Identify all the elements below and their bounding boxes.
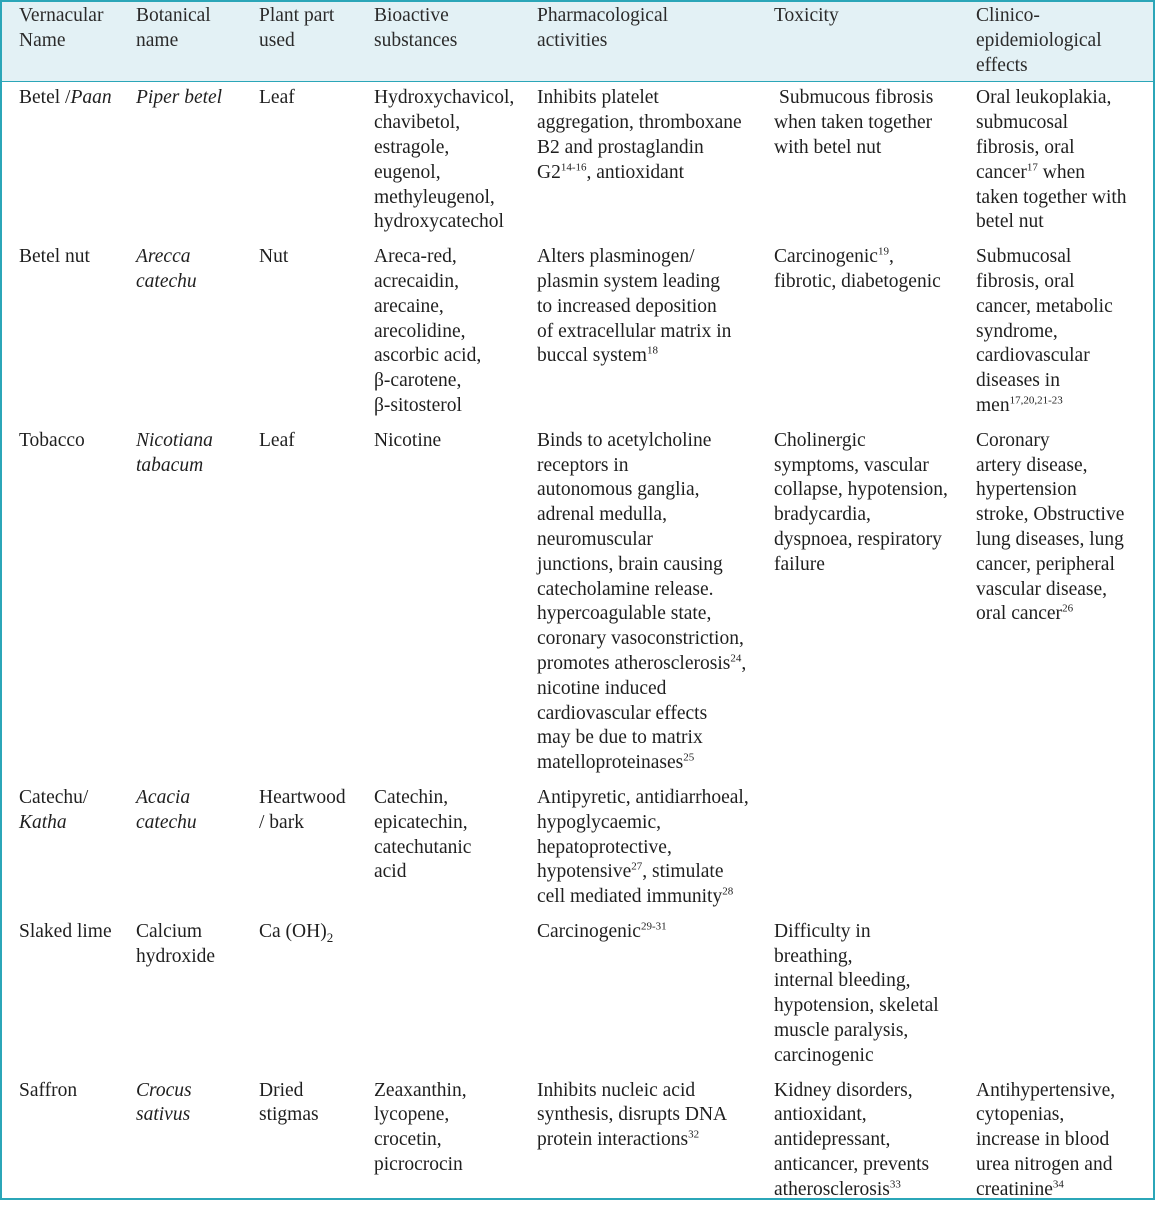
toxicity-line: fibrotic, diabetogenic bbox=[774, 270, 941, 292]
pharm-line: Alters plasminogen/ bbox=[537, 246, 695, 268]
cell-toxicity bbox=[774, 782, 976, 916]
header-bioactive bbox=[374, 2, 537, 82]
botanical-name: catechu bbox=[136, 811, 197, 833]
pharm-line: Inhibits nucleic acid bbox=[537, 1079, 696, 1101]
citation-sup: 24 bbox=[730, 652, 742, 665]
clinical-line: hypertension bbox=[976, 479, 1077, 501]
cell-botanical bbox=[136, 425, 259, 782]
vernacular-name: Betel / bbox=[19, 87, 71, 109]
botanical-name: tabacum bbox=[136, 454, 204, 476]
pharm-line: Binds to acetylcholine bbox=[537, 429, 712, 451]
cell-vernacular bbox=[2, 782, 136, 916]
cell-toxicity bbox=[774, 916, 976, 1075]
vernacular-name: Betel nut bbox=[19, 246, 90, 268]
cell-pharmacological bbox=[537, 82, 774, 241]
table-row bbox=[2, 241, 1153, 425]
header-line: Name bbox=[19, 29, 66, 51]
pharm-line: hypotensive bbox=[537, 861, 632, 883]
clinical-line: oral cancer bbox=[976, 603, 1063, 625]
cell-plant-part bbox=[259, 241, 374, 425]
citation-sup: 17,20,21-23 bbox=[1009, 394, 1063, 407]
header-row bbox=[2, 2, 1153, 82]
plant-part: Leaf bbox=[259, 429, 295, 451]
cell-toxicity bbox=[774, 241, 976, 425]
header-line: epidemiological bbox=[976, 29, 1102, 51]
bioactive-line: arecolidine, bbox=[374, 320, 466, 342]
plant-part: Nut bbox=[259, 246, 289, 268]
pharm-line: matelloproteinases bbox=[537, 752, 684, 774]
pharm-line: nicotine induced bbox=[537, 677, 667, 699]
header-clinical bbox=[976, 2, 1153, 82]
subscript: 2 bbox=[326, 929, 334, 945]
clinical-line: increase in blood bbox=[976, 1129, 1110, 1151]
pharm-line: Antipyretic, antidiarrhoeal, bbox=[537, 786, 749, 808]
cell-botanical bbox=[136, 782, 259, 916]
table-row bbox=[2, 82, 1153, 241]
clinical-line: Antihypertensive, bbox=[976, 1079, 1116, 1101]
cell-vernacular bbox=[2, 425, 136, 782]
citation-sup: 18 bbox=[646, 344, 658, 357]
pharm-line: catecholamine release. bbox=[537, 578, 714, 600]
cell-pharmacological bbox=[537, 425, 774, 782]
botanical-name: Piper betel bbox=[136, 87, 223, 109]
toxicity-line: Carcinogenic bbox=[774, 246, 878, 268]
toxicity-line: Submucous fibrosis bbox=[779, 87, 934, 109]
citation-sup: 34 bbox=[1052, 1178, 1064, 1191]
clinical-line: when bbox=[1037, 161, 1085, 183]
cell-toxicity bbox=[774, 82, 976, 241]
header-line: activities bbox=[537, 29, 608, 51]
bioactive-line: acid bbox=[374, 861, 407, 883]
toxicity-line: muscle paralysis, bbox=[774, 1020, 909, 1042]
cell-clinical bbox=[976, 82, 1153, 241]
toxicity-line: Cholinergic bbox=[774, 429, 866, 451]
pharm-line: aggregation, thromboxane bbox=[537, 112, 742, 134]
toxicity-line: anticancer, prevents bbox=[774, 1154, 930, 1176]
clinical-line: fibrosis, oral bbox=[976, 136, 1075, 158]
citation-sup: 32 bbox=[688, 1128, 700, 1141]
header-line: Pharmacological bbox=[537, 5, 669, 26]
toxicity-line: collapse, hypotension, bbox=[774, 479, 948, 501]
toxicity-line: when taken together bbox=[774, 112, 933, 134]
vernacular-name: Catechu/ bbox=[19, 786, 89, 808]
pharm-line: adrenal medulla, bbox=[537, 504, 667, 526]
citation-sup: 19 bbox=[877, 245, 889, 258]
data-table bbox=[2, 2, 1153, 1209]
cell-clinical bbox=[976, 916, 1153, 1075]
pharm-line: Carcinogenic bbox=[537, 920, 641, 942]
plant-part: Leaf bbox=[259, 87, 295, 109]
toxicity-line: bradycardia, bbox=[774, 504, 871, 526]
plant-part: stigmas bbox=[259, 1104, 319, 1126]
cell-botanical bbox=[136, 82, 259, 241]
pharm-line: autonomous ganglia, bbox=[537, 479, 700, 501]
pharm-line: synthesis, disrupts DNA bbox=[537, 1104, 728, 1126]
botanical-name: catechu bbox=[136, 270, 197, 292]
pharm-line: G2 bbox=[537, 161, 561, 183]
cell-clinical bbox=[976, 241, 1153, 425]
bioactive-line: chavibetol, bbox=[374, 112, 461, 134]
header-line: Toxicity bbox=[774, 5, 839, 26]
pharm-line: junctions, brain causing bbox=[537, 553, 723, 575]
bioactive-line: methyleugenol, bbox=[374, 186, 495, 208]
bioactive-line: lycopene, bbox=[374, 1104, 450, 1126]
cell-toxicity bbox=[774, 425, 976, 782]
cell-pharmacological bbox=[537, 782, 774, 916]
bioactive-line: epicatechin, bbox=[374, 811, 468, 833]
header-line: Botanical bbox=[136, 5, 211, 26]
vernacular-name: Tobacco bbox=[19, 429, 85, 451]
cell-vernacular bbox=[2, 916, 136, 1075]
botanical-name: Crocus bbox=[136, 1079, 192, 1101]
header-line: effects bbox=[976, 54, 1028, 76]
clinical-line: Coronary bbox=[976, 429, 1050, 451]
toxicity-line: symptoms, vascular bbox=[774, 454, 929, 476]
botanical-name: Nicotiana bbox=[136, 429, 213, 451]
table-row bbox=[2, 916, 1153, 1075]
cell-clinical bbox=[976, 782, 1153, 916]
cell-bioactive bbox=[374, 425, 537, 782]
pharm-line: plasmin system leading bbox=[537, 270, 721, 292]
cell-clinical bbox=[976, 1075, 1153, 1209]
toxicity-line: breathing, bbox=[774, 945, 853, 967]
botanical-name: Calcium bbox=[136, 920, 203, 942]
pharm-line: , stimulate bbox=[642, 861, 724, 883]
table-row bbox=[2, 1075, 1153, 1209]
bioactive-line: acrecaidin, bbox=[374, 270, 459, 292]
cell-plant-part bbox=[259, 82, 374, 241]
citation-sup: 17 bbox=[1026, 161, 1038, 174]
plant-part: / bark bbox=[259, 811, 304, 833]
bioactive-line: crocetin, bbox=[374, 1129, 442, 1151]
header-line: Clinico- bbox=[976, 5, 1040, 26]
header-plant-part bbox=[259, 2, 374, 82]
table-body bbox=[2, 82, 1153, 1209]
header-botanical bbox=[136, 2, 259, 82]
toxicity-line: Difficulty in bbox=[774, 920, 871, 942]
header-toxicity bbox=[774, 2, 976, 82]
toxicity-line: antidepressant, bbox=[774, 1129, 891, 1151]
toxicity-line: Kidney disorders, bbox=[774, 1079, 913, 1101]
pharm-line: coronary vasoconstriction, bbox=[537, 628, 744, 650]
toxicity-line: carcinogenic bbox=[774, 1044, 874, 1066]
clinical-line: cancer bbox=[976, 161, 1027, 183]
botanical-name: Arecca bbox=[136, 246, 191, 268]
clinical-line: betel nut bbox=[976, 211, 1044, 233]
toxicity-line: atherosclerosis bbox=[774, 1178, 890, 1200]
cell-botanical bbox=[136, 241, 259, 425]
bioactive-line: eugenol, bbox=[374, 161, 441, 183]
citation-sup: 26 bbox=[1062, 602, 1074, 615]
citation-sup: 33 bbox=[889, 1178, 901, 1191]
toxicity-line: with betel nut bbox=[774, 136, 882, 158]
cell-plant-part bbox=[259, 1075, 374, 1209]
cell-bioactive bbox=[374, 1075, 537, 1209]
header-line: Vernacular bbox=[19, 5, 104, 26]
table-row bbox=[2, 782, 1153, 916]
citation-sup: 14-16 bbox=[560, 161, 587, 174]
botanical-name: sativus bbox=[136, 1104, 191, 1126]
bioactive-line: Catechin, bbox=[374, 786, 449, 808]
cell-bioactive bbox=[374, 82, 537, 241]
cell-toxicity bbox=[774, 1075, 976, 1209]
bioactive-line: estragole, bbox=[374, 136, 450, 158]
cell-bioactive bbox=[374, 782, 537, 916]
bioactive-line: picrocrocin bbox=[374, 1154, 463, 1176]
pharm-line: B2 and prostaglandin bbox=[537, 136, 704, 158]
pharm-line: Inhibits platelet bbox=[537, 87, 659, 109]
clinical-line: fibrosis, oral bbox=[976, 270, 1075, 292]
clinical-line: cancer, metabolic bbox=[976, 295, 1113, 317]
clinical-line: diseases in bbox=[976, 370, 1060, 392]
clinical-line: stroke, Obstructive bbox=[976, 504, 1125, 526]
bioactive-line: ascorbic acid, bbox=[374, 345, 482, 367]
pharm-line: may be due to matrix bbox=[537, 727, 703, 749]
clinical-line: creatinine bbox=[976, 1178, 1053, 1200]
bioactive-line: hydroxycatechol bbox=[374, 211, 504, 233]
pharm-line: hypercoagulable state, bbox=[537, 603, 712, 625]
pharm-line: buccal system bbox=[537, 345, 647, 367]
clinical-line: vascular disease, bbox=[976, 578, 1108, 600]
header-line: Bioactive bbox=[374, 5, 449, 26]
toxicity-line: hypotension, skeletal bbox=[774, 995, 939, 1017]
pharm-line: cardiovascular effects bbox=[537, 702, 708, 724]
cell-plant-part bbox=[259, 782, 374, 916]
toxicity-line: , bbox=[888, 246, 894, 268]
header-vernacular bbox=[2, 2, 136, 82]
plant-part: Heartwood bbox=[259, 786, 346, 808]
pharm-line: , bbox=[741, 652, 747, 674]
cell-bioactive bbox=[374, 241, 537, 425]
bioactive-line: Areca-red, bbox=[374, 246, 457, 268]
pharm-line: protein interactions bbox=[537, 1129, 689, 1151]
cell-plant-part bbox=[259, 916, 374, 1075]
cell-pharmacological bbox=[537, 1075, 774, 1209]
header-line: Plant part bbox=[259, 5, 335, 26]
header-line: used bbox=[259, 29, 295, 51]
pharm-line: to increased deposition bbox=[537, 295, 717, 317]
clinical-line: cytopenias, bbox=[976, 1104, 1065, 1126]
clinical-line: cancer, peripheral bbox=[976, 553, 1115, 575]
botanical-name: Acacia bbox=[136, 786, 191, 808]
cell-botanical bbox=[136, 1075, 259, 1209]
cell-vernacular bbox=[2, 241, 136, 425]
cell-plant-part bbox=[259, 425, 374, 782]
pharm-line: hepatoprotective, bbox=[537, 836, 672, 858]
table-header bbox=[2, 2, 1153, 82]
toxicity-line: dyspnoea, respiratory bbox=[774, 528, 942, 550]
pharm-line: promotes atherosclerosis bbox=[537, 652, 731, 674]
citation-sup: 25 bbox=[683, 751, 695, 764]
cell-clinical bbox=[976, 425, 1153, 782]
clinical-line: Submucosal bbox=[976, 246, 1072, 268]
clinical-line: Oral leukoplakia, bbox=[976, 87, 1112, 109]
header-pharmacological bbox=[537, 2, 774, 82]
toxicity-line: failure bbox=[774, 553, 825, 575]
vernacular-alt-name: Paan bbox=[70, 87, 112, 109]
plant-part: Ca (OH) bbox=[259, 920, 327, 942]
clinical-line: cardiovascular bbox=[976, 345, 1090, 367]
citation-sup: 27 bbox=[631, 860, 643, 873]
clinical-line: lung diseases, lung bbox=[976, 528, 1124, 550]
bioactive-line: Nicotine bbox=[374, 429, 442, 451]
bioactive-line: β-sitosterol bbox=[374, 394, 462, 416]
cell-vernacular bbox=[2, 1075, 136, 1209]
citation-sup: 28 bbox=[722, 885, 734, 898]
vernacular-name: Saffron bbox=[19, 1079, 78, 1101]
clinical-line: submucosal bbox=[976, 112, 1069, 134]
pharm-line: hypoglycaemic, bbox=[537, 811, 661, 833]
vernacular-name: Slaked lime bbox=[19, 920, 112, 942]
cell-pharmacological bbox=[537, 241, 774, 425]
clinical-line: men bbox=[976, 394, 1010, 416]
pharm-line: , antioxidant bbox=[586, 161, 684, 183]
cell-botanical bbox=[136, 916, 259, 1075]
bioactive-line: arecaine, bbox=[374, 295, 444, 317]
clinical-line: syndrome, bbox=[976, 320, 1058, 342]
bioactive-line: catechutanic bbox=[374, 836, 472, 858]
pharm-line: receptors in bbox=[537, 454, 629, 476]
pharm-line: cell mediated immunity bbox=[537, 886, 723, 908]
vernacular-alt-name: Katha bbox=[19, 811, 67, 833]
botanical-name: hydroxide bbox=[136, 945, 216, 967]
plant-part: Dried bbox=[259, 1079, 304, 1101]
bioactive-line: Zeaxanthin, bbox=[374, 1079, 467, 1101]
bioactive-line: Hydroxychavicol, bbox=[374, 87, 515, 109]
bioactive-line: β-carotene, bbox=[374, 370, 462, 392]
cell-vernacular bbox=[2, 82, 136, 241]
pharm-line: of extracellular matrix in bbox=[537, 320, 732, 342]
pharm-line: neuromuscular bbox=[537, 528, 653, 550]
toxicity-line: antioxidant, bbox=[774, 1104, 867, 1126]
clinical-line: taken together with bbox=[976, 186, 1127, 208]
clinical-line: urea nitrogen and bbox=[976, 1154, 1113, 1176]
header-line: name bbox=[136, 29, 179, 51]
cell-pharmacological bbox=[537, 916, 774, 1075]
clinical-line: artery disease, bbox=[976, 454, 1088, 476]
cell-bioactive bbox=[374, 916, 537, 1075]
citation-sup: 29-31 bbox=[640, 920, 667, 933]
toxicity-line: internal bleeding, bbox=[774, 970, 911, 992]
table-row bbox=[2, 425, 1153, 782]
header-line: substances bbox=[374, 29, 458, 51]
